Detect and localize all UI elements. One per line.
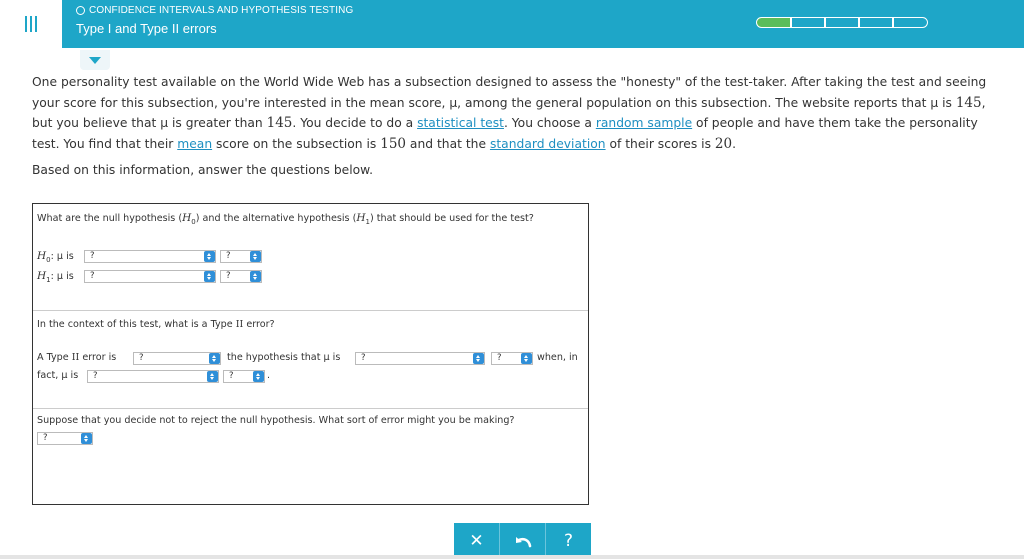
q3-error-select[interactable]: ?: [37, 432, 93, 445]
select-arrows-icon: [81, 433, 92, 444]
action-bar: [454, 523, 591, 559]
link-statistical-test[interactable]: statistical test: [417, 116, 504, 130]
caret-down-icon: [89, 57, 101, 64]
progress-segment: [824, 17, 860, 28]
link-standard-deviation[interactable]: standard deviation: [489, 136, 606, 151]
select-arrows-icon: [250, 271, 261, 282]
h1-parameter-select[interactable]: ?: [84, 270, 216, 283]
progress-segment: [790, 17, 826, 28]
clear-button[interactable]: [454, 523, 500, 559]
q2-period: .: [267, 370, 271, 381]
select-arrows-icon: [521, 353, 532, 364]
close-icon: ✕: [469, 531, 484, 551]
instructions: Based on this information, answer the questions below.: [32, 163, 374, 177]
progress-segment: [892, 17, 928, 28]
divider: [33, 408, 588, 409]
topic-circle-icon: [76, 6, 85, 15]
q2-prompt: In the context of this test, what is a Type II error?: [37, 319, 275, 330]
help-button[interactable]: [546, 523, 591, 559]
q2-hypothesis-select[interactable]: ?: [355, 352, 485, 365]
question-box: [32, 203, 589, 505]
collapse-toggle[interactable]: [80, 50, 110, 70]
topic-text: CONFIDENCE INTERVALS AND HYPOTHESIS TESTING: [89, 5, 354, 16]
undo-icon: [513, 534, 533, 548]
q1-prompt: What are the null hypothesis $(H_0)$ and the alternative hypothesis $(H_1)$ that should be used for the test?: [37, 212, 534, 226]
progress-bar: [756, 17, 928, 28]
progress-segment: [858, 17, 894, 28]
link-mean[interactable]: mean: [177, 136, 213, 151]
q2-fact-value-select[interactable]: ?: [223, 370, 265, 383]
q2-fact-select[interactable]: ?: [87, 370, 219, 383]
q2-action-select[interactable]: ?: [133, 352, 221, 365]
q3-prompt: Suppose that you decide not to reject the null hypothesis. What sort of error might you be making?: [37, 415, 515, 426]
q2-hypothesis-label: the hypothesis that μ is: [227, 352, 341, 363]
select-arrows-icon: [209, 353, 220, 364]
help-icon: ?: [563, 531, 574, 551]
link-random-sample[interactable]: random sample: [595, 116, 693, 130]
h0-parameter-select[interactable]: ?: [84, 250, 216, 263]
select-arrows-icon: [253, 371, 264, 382]
page-title: Type I and Type II errors: [76, 21, 217, 36]
q2-when-in-label: when, in: [537, 352, 578, 363]
q2-type-ii-label: A Type II error is: [37, 352, 117, 363]
undo-button[interactable]: [500, 523, 546, 559]
h0-value-select[interactable]: ?: [220, 250, 262, 263]
q2-fact-label: fact, μ is: [37, 370, 79, 381]
progress-segment: [756, 17, 792, 28]
menu-button[interactable]: [0, 0, 62, 48]
divider: [33, 310, 588, 311]
select-arrows-icon: [473, 353, 484, 364]
h0-row-label: $H_0$: μ is: [37, 250, 74, 264]
select-arrows-icon: [204, 271, 215, 282]
problem-statement: One personality test available on the World Wide Web has a subsection designed to assess the "honesty" of the test-taker. After taking the test and seeing your score for this subsection, you're interested in the mean score, μ, among the general population on this subsection. The website reports that μ is 145, but you believe that μ is greater than 145. You decide to do a statistical test. You choose a random sample of people and have them take the personality test. You find that their mean score on the subsection is 150 and that the standard deviation of their scores is 20.: [32, 75, 987, 152]
hamburger-icon: [24, 16, 38, 32]
h1-value-select[interactable]: ?: [220, 270, 262, 283]
select-arrows-icon: [204, 251, 215, 262]
q2-hypothesis-value-select[interactable]: ?: [491, 352, 533, 365]
top-bar: [0, 0, 1024, 48]
bottom-border: [0, 555, 1024, 559]
topic-label: [76, 5, 353, 16]
h1-row-label: $H_1$: μ is: [37, 270, 74, 284]
select-arrows-icon: [207, 371, 218, 382]
select-arrows-icon: [250, 251, 261, 262]
